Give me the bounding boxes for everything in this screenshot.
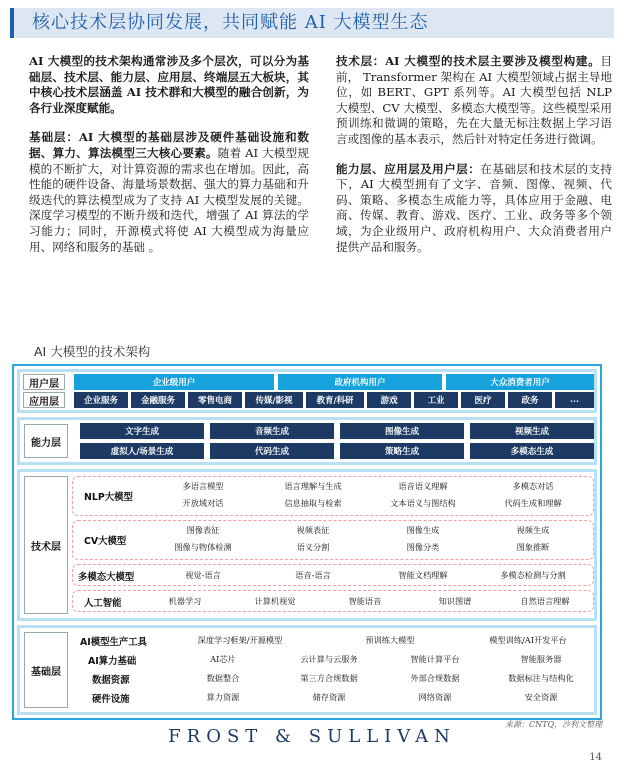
app-item: 工业 <box>414 392 458 408</box>
page-number: 14 <box>589 752 602 763</box>
ai-cell: 机器学习 <box>168 596 202 606</box>
app-item: 企业服务 <box>74 392 128 408</box>
ability-item: 视频生成 <box>470 423 594 439</box>
nlp-cell: 文本语义与图结构 <box>390 498 456 508</box>
nlp-cell: 语音语义理解 <box>398 481 448 491</box>
nlp-cell: 开放域对话 <box>182 498 224 508</box>
source-note: 来源：CNTQ，沙利文整理 <box>504 720 602 729</box>
page-title: 核心技术层协同发展，共同赋能 AI 大模型生态 <box>10 8 614 38</box>
cv-cell: 图像分类 <box>406 542 440 552</box>
user-item: 政府机构用户 <box>278 374 442 390</box>
base-cell: 网络资源 <box>418 692 452 702</box>
ai-cell: 知识图谱 <box>438 596 472 606</box>
user-item: 企业级用户 <box>74 374 274 390</box>
base-cell: 预训练大模型 <box>365 635 415 645</box>
app-item: ... <box>555 392 594 408</box>
mm-cell: 视觉-语言 <box>185 570 221 580</box>
base-section <box>17 625 597 715</box>
intro-paragraph: AI 大模型的技术架构通常涉及多个层次，可以分为基础层、技术层、能力层、应用层、终端层五大板块，其中核心技术层涵盖 AI 技术群和大模型的融合创新，为各行业深度赋能。 <box>29 54 309 115</box>
ability-item: 文字生成 <box>80 423 204 439</box>
app-item: 教育/科研 <box>306 392 364 408</box>
app-item: 零售电商 <box>188 392 242 408</box>
base-cell: 储存资源 <box>312 692 346 702</box>
ability-item: 虚拟人/场景生成 <box>80 443 204 459</box>
figure-caption: AI 大模型的技术架构 <box>34 344 151 359</box>
base-row-label: AI模型生产工具 <box>80 637 147 648</box>
base-cell: 智能服务器 <box>520 654 562 664</box>
app-item: 金融服务 <box>131 392 185 408</box>
tech-section <box>17 469 597 621</box>
user-layer-label: 用户层 <box>23 374 65 390</box>
cv-cell: 图像与物体检测 <box>174 542 232 552</box>
app-layer-label: 应用层 <box>23 392 65 408</box>
cv-label: CV大模型 <box>84 536 127 547</box>
ability-item: 多模态生成 <box>470 443 594 459</box>
nlp-cell: 多语言模型 <box>182 481 224 491</box>
ai-label: 人工智能 <box>84 598 122 609</box>
base-cell: 数据整合 <box>206 673 240 683</box>
cv-cell: 图像表征 <box>186 525 220 535</box>
base-row-label: 数据资源 <box>92 675 130 686</box>
app-layer-paragraph: 能力层、应用层及用户层：在基础层和技术层的支持下，AI 大模型拥有了文字、音频、图像、视频、代码、策略、多模态生成能力等，具体应用于金融、电商、传媒、教育、游戏、医疗、工业、政务等多个领域，为企业级用户、政府机构用户、大众消费者用户提供产品和服务。 <box>336 161 612 254</box>
frost-sullivan-logo: FROST & SULLIVAN <box>168 726 456 747</box>
nlp-cell: 代码生成和理解 <box>504 498 562 508</box>
tech-layer-label: 技术层 <box>24 476 68 614</box>
nlp-label: NLP大模型 <box>84 492 133 503</box>
nlp-cell: 信息抽取与检索 <box>284 498 342 508</box>
cv-cell: 语义分割 <box>296 542 330 552</box>
base-cell: 安全资源 <box>524 692 558 702</box>
cv-cell: 视频生成 <box>516 525 550 535</box>
left-column <box>29 54 309 269</box>
base-layer-paragraph: 基础层：AI 大模型的基础层涉及硬件基础设施和数据、算力、算法模型三大核心要素。随着 AI 大模型规模的不断扩大，对计算资源的需求也在增加。因此，高性能的硬件设备、海量场景数据、强大的算力基础和升级迭代的算法模型成为了支持 AI 大模型发展的关键。深度学习模型的不断升级和迭代，增强了 AI 算法的学习能力；同时，开源模式将使 AI 大模型成为海量应用、网络和服务的基础 。 <box>29 130 309 254</box>
ability-section <box>17 417 597 465</box>
nlp-cell: 多模态对话 <box>512 481 554 491</box>
app-item: 游戏 <box>367 392 411 408</box>
ai-cell: 计算机视觉 <box>254 596 296 606</box>
base-cell: 外部合规数据 <box>410 673 460 683</box>
ability-layer-label: 能力层 <box>24 424 68 458</box>
ai-cell: 自然语言理解 <box>520 596 570 606</box>
base-cell: 算力资源 <box>206 692 240 702</box>
user-app-section <box>17 369 597 413</box>
nlp-cell: 语言理解与生成 <box>284 481 342 491</box>
ability-item: 代码生成 <box>210 443 334 459</box>
architecture-diagram <box>12 364 602 720</box>
ai-cell: 智能语音 <box>348 596 382 606</box>
base-cell: 深度学习框架/开源模型 <box>197 635 283 645</box>
tech-layer-paragraph: 技术层：AI 大模型的技术层主要涉及模型构建。目前， Transformer 架构在 AI 大模型领域占据主导地位，如 BERT、GPT 系列等。AI 大模型包括 NLP 大模型、CV 大模型、多模态大模型等。这些模型采用预训练和微调的策略，先在大量无标注数据上学习语言或图像的基本表示，然后针对特定任务进行微调。 <box>336 54 612 146</box>
right-column <box>336 54 612 269</box>
base-row-label: 硬件设施 <box>92 694 130 705</box>
base-layer-label: 基础层 <box>24 632 68 708</box>
ability-item: 策略生成 <box>340 443 464 459</box>
base-cell: 模型训练/AI开发平台 <box>489 635 567 645</box>
cv-cell: 图象推断 <box>516 542 550 552</box>
cv-cell: 视频表征 <box>296 525 330 535</box>
ability-item: 图像生成 <box>340 423 464 439</box>
base-cell: 智能计算平台 <box>410 654 460 664</box>
app-item: 传媒/影视 <box>245 392 303 408</box>
mm-cell: 智能文档理解 <box>398 570 448 580</box>
base-cell: AI芯片 <box>210 654 236 664</box>
app-item: 医疗 <box>461 392 505 408</box>
mm-cell: 语音-语言 <box>295 570 331 580</box>
base-cell: 云计算与云服务 <box>300 654 358 664</box>
base-cell: 第三方合规数据 <box>300 673 358 683</box>
base-row-label: AI算力基础 <box>88 656 137 667</box>
cv-cell: 图像生成 <box>406 525 440 535</box>
base-cell: 数据标注与结构化 <box>508 673 574 683</box>
user-item: 大众消费者用户 <box>446 374 594 390</box>
app-item: 政务 <box>508 392 552 408</box>
mm-label: 多模态大模型 <box>78 572 135 583</box>
mm-cell: 多模态检测与分割 <box>500 570 566 580</box>
ability-item: 音频生成 <box>210 423 334 439</box>
